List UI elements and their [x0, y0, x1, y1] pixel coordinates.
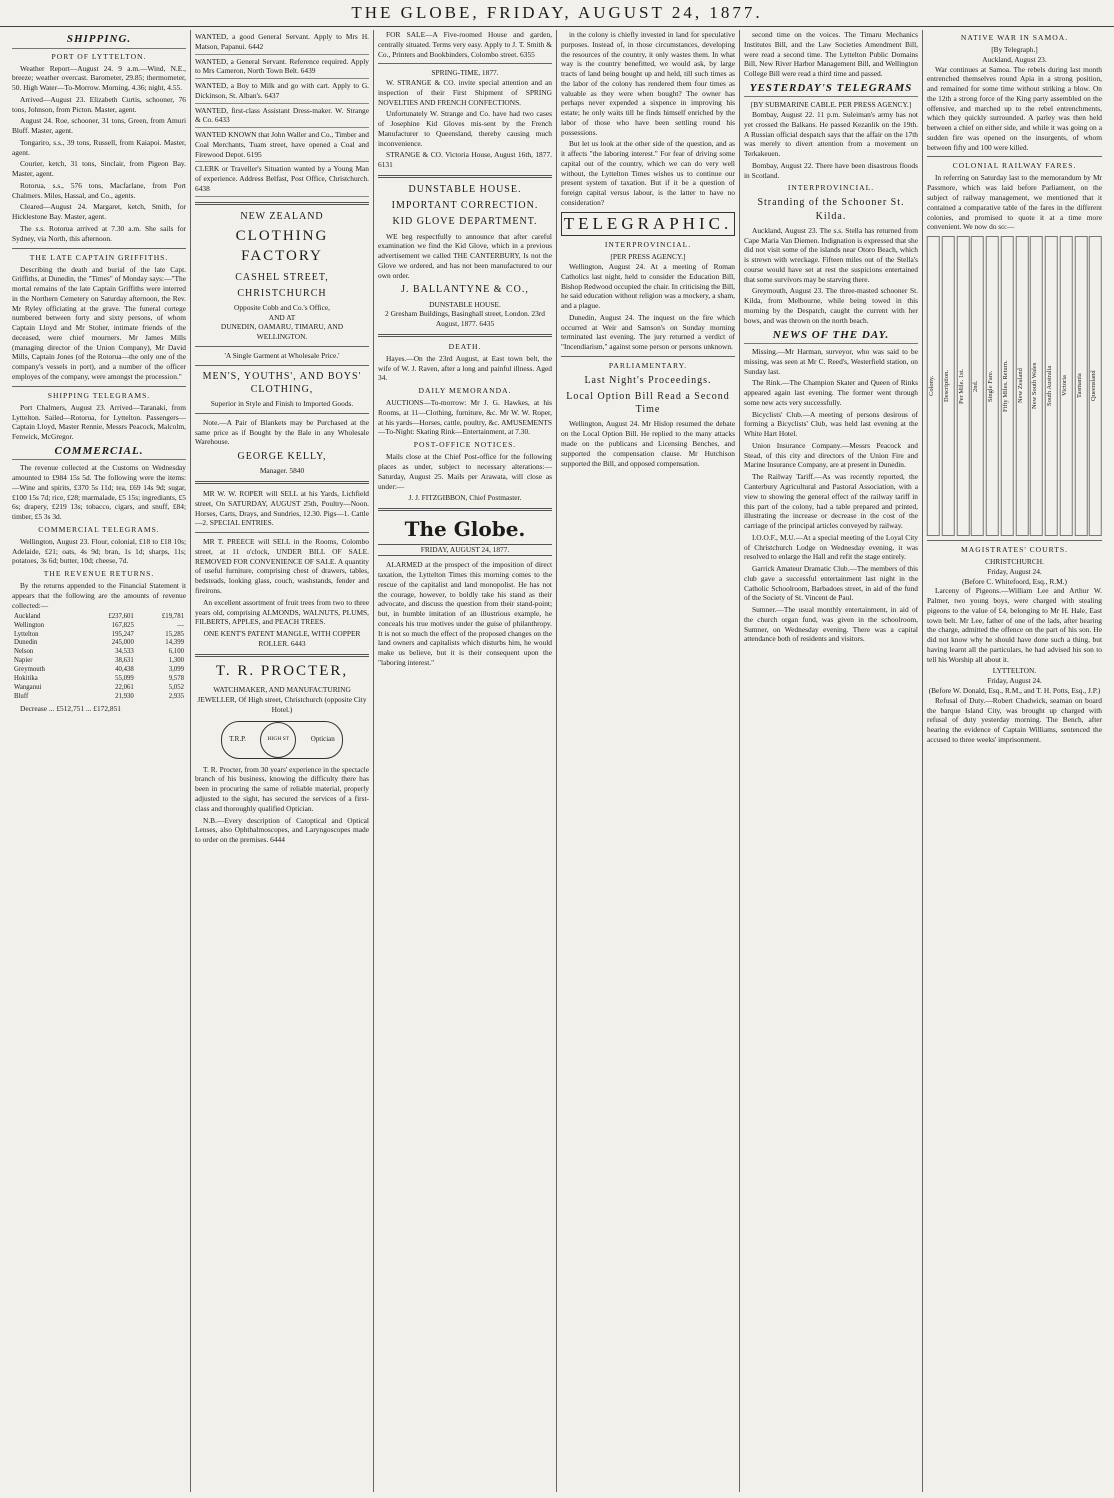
revenue-cell: —	[177, 621, 184, 629]
shipping-telegrams-heading: SHIPPING TELEGRAMS.	[47, 390, 151, 400]
globe-date: FRIDAY, AUGUST 24, 1877.	[378, 544, 552, 556]
revenue-row	[12, 675, 186, 684]
editorial: ALARMED at the prospect of the imposition of direct taxation, the Lyttelton Times this morning comes to the rescue of the capitalist and land monopolist. He has not the courage, however, to boldly take his stand as their advocate, and discuss the question from their stand-point; but, in humble imitation of an illustrious example, he conceals his true motives under the guise of philanthropy. It is not so much the effect of the proposed changes on the land owners and capitalists which disturbs him, he would make us believe, but it is their consequent upon the "laboring interest."	[378, 560, 552, 667]
revenue-row	[12, 666, 186, 675]
rates-row-label: Queensland	[1089, 236, 1102, 536]
revenue-cell: 167,825	[111, 621, 134, 629]
revenue-cell: 9,578	[168, 675, 184, 683]
revenue-row	[12, 639, 186, 648]
commercial-article: The revenue collected at the Customs on Wednesday amounted to £984 15s 5d. The following were the items:—Wine and spirits, £370 5s 11d; tea, £69 14s 9d; sugar, £100 15s 7d; rice, £28; marmalade, £5 15s; ingrediants, £5 6s; drapery, £219 13s; tobacco, cigars, and snuff, £84; timber, £5 3s 3d.	[12, 463, 186, 522]
revenue-cell: 245,000	[111, 639, 134, 647]
postmaster: J. J. FITZGIBBON, Chief Postmaster.	[408, 493, 522, 503]
christchurch-court: CHRISTCHURCH.	[985, 557, 1044, 567]
george-kelly: GEORGE KELLY,	[237, 451, 327, 463]
revenue-row	[12, 613, 186, 622]
important-correction: IMPORTANT CORRECTION.	[391, 200, 539, 212]
revenue-cell: Napier	[14, 657, 33, 665]
post-office: Mails close at the Chief Post-office for the following places as under, subject to necessary alterations:— Saturday, August 25. Mails per Arawata, will close as under:—	[378, 452, 552, 491]
towns: DUNEDIN, OAMARU, TIMARU, AND WELLINGTON.	[220, 322, 344, 342]
strange-signature: STRANGE & CO. Victoria House, August 16th, 1877. 6131	[378, 150, 552, 170]
optician-seal	[221, 721, 343, 759]
rates-row-label: Victoria	[1060, 236, 1073, 536]
watchmaker: WATCHMAKER, AND MANUFACTURING JEWELLER, Of High street, Christchurch (opposite City Hotel.)	[197, 685, 367, 714]
classified-ad: WANTED, a Boy to Milk and go with cart. Apply to G. Dickinson, St. Alban's. 6437	[195, 81, 369, 104]
revenue-row	[12, 657, 186, 666]
rates-column: Single Fare.	[986, 236, 999, 536]
greymouth-text: Greymouth, August 23. The three-masted schooner St. Kilda, from Melbourne, while being towed in this morning by the Despatch, caught the current with her bows, and was thrown on the north beach.	[744, 286, 918, 325]
manager: Manager. 5840	[259, 466, 305, 476]
lyttelton-bench: (Before W. Donald, Esq., R.M., and T. H. Potts, Esq., J.P.)	[928, 686, 1101, 696]
revenue-intro: By the returns appended to the Financial Statement it appears that the following are the amounts of revenue collected:—	[12, 581, 186, 610]
blankets-note: Note.—A Pair of Blankets may be Purchased at the same price as if Bought by the Bale in any Wholesale Warehouse.	[195, 417, 369, 447]
news-sumner: Sumner.—The usual monthly entertainment, in aid of the church organ fund, was given in the schoolroom, Sumner, on Wednesday evening. There was a capital attendance both of residents and visitors.	[744, 605, 918, 644]
news-missing: Missing.—Mr Harman, surveyor, who was said to be missing, was seen at Mr C. Reed's, Westerfield station, on Sunday last.	[744, 347, 918, 376]
parliament-continued: second time on the voices. The Timaru Mechanics Institutes Bill, and the Law Societies Amendment Bill, were read a second time. The Lyttelton Public Domains Bill, New River Harbor Management Bill, and Wellington College Bill were read a third time and passed.	[744, 30, 918, 79]
revenue-cell: 6,100	[168, 648, 184, 656]
column-2	[191, 30, 374, 1492]
revenue-row	[12, 684, 186, 693]
griffiths-heading: THE LATE CAPTAIN GRIFFITHS.	[29, 252, 169, 262]
regret-text: WE beg respectfully to announce that after careful examination we find the Kid Glove, which in a previous advertisement we called THE CANTERBURY, Is not the Glove we ordered, and has not been manufactured to our own order.	[378, 231, 552, 280]
spring-time: SPRING-TIME, 1877.	[431, 68, 499, 78]
bombay-telegram: Bombay, August 22. 11 p.m. Suleiman's army has not yet crossed the Balkans. He passed Kezanlik on the 19th. A Russian official despatch says that the affair on the 17th was merely to divert attention from a movement on Terkakeuen.	[744, 110, 918, 159]
revenue-heading: THE REVENUE RETURNS.	[43, 569, 155, 579]
revenue-cell: Nelson	[14, 648, 34, 656]
cashel-street: CASHEL STREET,	[235, 271, 329, 283]
christchurch: CHRISTCHURCH	[237, 287, 327, 299]
railway-heading: COLONIAL RAILWAY FARES.	[952, 161, 1077, 171]
arrived-2: August 24. Roe, schooner, 31 tons, Green, from Amuri Bluff. Master, agent.	[12, 116, 186, 136]
shipping-heading: SHIPPING.	[12, 32, 186, 49]
column-6	[923, 30, 1106, 1492]
revenue-cell: Hokitika	[14, 675, 38, 683]
revenue-cell: Greymouth	[14, 666, 45, 674]
editorial-continued: in the colony is chiefly invested in land for speculative purposes. Instead of, in those circumstances, developing the resources of the country, it only wastes them. In what way is the country benefitted, we would ask, by large tracts of land being bought up and held, till such times as the labor of the colony has rendered them four times as valuable as they were when bought? The owner has perhaps never expended a sixpence in improving his estate; he only waits till he finds himself enriched by the labor of those who have been settling round his possessions.	[561, 30, 735, 137]
revenue-cell: 1,300	[168, 657, 184, 665]
rates-column: Fifty Miles. Return.	[1001, 236, 1014, 536]
memoranda: AUCTIONS—To-morrow: Mr J. G. Hawkes, at his Rooms, at 11—Clothing, furniture, &c. Mr W. W. Roper, at his yards—Horses, cattle, poultry, &c. AMUSEMENTS—To-Night: Skating Rink—Entertainment, at 7.30.	[378, 398, 552, 437]
revenue-decrease: Decrease ... £512,751 ... £172,851	[20, 704, 121, 714]
lyttelton-date: Friday, August 24.	[987, 676, 1042, 686]
commercial-telegrams: Wellington, August 23. Flour, colonial, £18 to £18 10s; Adelaide, £21; oats, 4s 9d; bran, 1s 1d; sharps, 11s; potatoes, 3s 6d; butter, 10d; cheese, 7d.	[12, 536, 186, 566]
news-of-the-day-heading: NEWS OF THE DAY.	[744, 328, 918, 345]
arrived-5: Rotorua, s.s., 576 tons, Macfarlane, from Port Chalmers. Miles, Hassal, and Co., agents.	[12, 180, 186, 200]
news-union: Union Insurance Company.—Messrs Peacock and Stead, of this city and directors of the Union Fire and Marine Insurance Company, are at present in Dunedin.	[744, 440, 918, 470]
rates-row-label: South Australia	[1045, 236, 1058, 536]
telegraphic-heading: TELEGRAPHIC.	[561, 212, 735, 236]
revenue-cell: £237,601	[108, 612, 134, 620]
death-heading: DEATH.	[448, 341, 482, 351]
rates-column: Colony.	[927, 236, 940, 536]
strange-ad: W. STRANGE & CO. invite special attention and an inspection of their First Shipment of SPRING NOVELTIES AND FRENCH CONFECTIONS.	[378, 78, 552, 107]
shipping-telegrams: Port Chalmers, August 23. Arrived—Taranaki, from Lyttelton. Sailed—Rotorua, for Lyttelton. Passengers—Captain Lloyd, Master Rennie, Messrs Peacock, Malcolm, Fenwick, McGregor.	[12, 402, 186, 442]
news-rink: The Rink.—The Champion Skater and Queen of Rinks appeared again last evening. The former went through some new acts very successfully.	[744, 378, 918, 407]
samoa-by: [By Telegraph.]	[991, 45, 1038, 55]
revenue-cell: Auckland	[14, 612, 41, 620]
memoranda-heading: DAILY MEMORANDA.	[418, 386, 512, 396]
seal-right: Optician	[310, 735, 335, 744]
classified-ad: WANTED, first-class Assistant Dress-maker. W. Strange & Co. 6433	[195, 106, 369, 129]
classified-ad: WANTED KNOWN that John Waller and Co., Timber and Coal Merchants, Tuam street, have opened a Coal and Firewood Depot. 6195	[195, 130, 369, 162]
dunstable-house: DUNSTABLE HOUSE.	[408, 183, 522, 195]
seal-ring-icon: HIGH ST	[260, 722, 296, 758]
dunedin-telegram: Dunedin, August 24. The inquest on the fire which occurred at Weir and Samson's on Sunday morning terminated last evening. The jury returned a verdict of "Incendiarism," against some person or persons unknown.	[561, 312, 735, 352]
yesterdays-telegrams-heading: YESTERDAY'S TELEGRAMS	[744, 81, 918, 98]
railway-text: In referring on Saturday last to the memorandum by Mr Passmore, which was laid before Parliament, on the subject of railway management, we mentioned that it contained a comparative table of the fares in the different colonies, and promised to quote it at a time more convenient. We now do so:—	[927, 173, 1102, 232]
nz-heading: NEW ZEALAND	[240, 210, 324, 222]
parliamentary-heading: PARLIAMENTARY.	[608, 360, 688, 370]
revenue-cell: Lyttelton	[14, 630, 39, 638]
globe-title: The Globe.	[404, 517, 526, 542]
submarine-cable: [BY SUBMARINE CABLE. PER PRESS AGENCY.]	[750, 100, 912, 110]
stranding-text: Auckland, August 23. The s.s. Stella has returned from Cape Maria Van Diemen. Indignation is expressed that she did not visit some of the islands near Otoro Beach, which is strewn with wreckage. Fifteen miles out of the Stella's course would have set at rest the suspicions entertained that some survivors may be starving there.	[744, 225, 918, 284]
rates-column: Description.	[942, 236, 955, 536]
kid-glove: KID GLOVE DEPARTMENT.	[392, 216, 538, 228]
rates-column: Per Mile. 1st.	[957, 236, 970, 536]
local-option-text: Wellington, August 24. Mr Hislop resumed the debate on the Local Option Bill. He replied to the many attacks made on the publicans and Licensing Benches, and supported the compensation clause. Mr Hutchison supported the Bill, and opposed compensation.	[561, 419, 735, 468]
rates-row-label: Tasmania	[1075, 236, 1088, 536]
commercial-heading: COMMERCIAL.	[12, 444, 186, 461]
weather-report: Weather Report—August 24. 9 a.m.—Wind, N.E., breeze; weather overcast. Barometer, 29.85; thermometer, 50. High Water—To-Morrow. Morning, 4.36; night, 4.55.	[12, 63, 186, 93]
stranding-heading: Stranding of the Schooner St. Kilda.	[757, 197, 905, 222]
mens-clothing: MEN'S, YOUTHS', AND BOYS' CLOTHING,	[202, 370, 362, 395]
procter-nb: N.B.—Every description of Catoptical and Optical Lenses, also Ophthalmoscopes, and Laryngoscopes made to order on the premises. 6444	[195, 815, 369, 845]
revenue-cell: 22,061	[115, 684, 134, 692]
christchurch-bench: (Before C. Whitefoord, Esq., R.M.)	[962, 576, 1067, 586]
revenue-cell: Bluff	[14, 693, 29, 701]
classified-ad: WANTED, a General Servant. Reference required. Apply to Mrs Cameron, North Town Belt. 6439	[195, 57, 369, 80]
procter-text: T. R. Procter, from 30 years' experience in the spectacle branch of his business, knowing the difficulty there has been in procuring the same of reliable material, properly adjusted to the sight, has secured the services of a first-class and thoroughly qualified Optician.	[195, 764, 369, 813]
wellington-telegram: Wellington, August 24. At a meeting of Roman Catholics last night, held to consider the Education Bill, Bishop Redwood occupied the chair. In criticising the Bill, he said education without religion was a mockery, a sham, and a plague.	[561, 262, 735, 311]
revenue-cell: 34,533	[115, 648, 134, 656]
larceny-case: Larceny of Pigeons.—William Lee and Arthur W. Palmer, two young boys, were charged with stealing pigeons to the value of £4, belonging to Mr H. Hale, East town belt. Mr Lee, father of one of the lads, after hearing the charge, admitted the offence on the part of his son. He did not know why he should have done such a thing, but having learnt all the particulars, he had advised his son to tell his Worship all about it.	[927, 586, 1102, 664]
seal-left: T.R.P.	[229, 735, 246, 744]
rates-row-label: New South Wales	[1030, 236, 1043, 536]
lyttelton-court: LYTTELTON.	[992, 666, 1037, 676]
christchurch-date: Friday, August 24.	[987, 566, 1042, 576]
column-4	[557, 30, 740, 1492]
classified-ad: CLERK or Traveller's Situation wanted by a Young Man of experience. Address Belfast, Post Office, Christchurch. 6438	[195, 164, 369, 196]
news-ioof: I.O.O.F., M.U.—At a special meeting of the Loyal City of Christchurch Lodge on Wednesday evening, it was resolved to enlarge the Hall and refit the stage entirely.	[744, 532, 918, 562]
arrived-1: Arrived—August 23. Elizabeth Curtis, schooner, 76 tons, Johnson, from Picton. Master, agent.	[12, 94, 186, 114]
procter-name: T. R. PROCTER,	[215, 662, 349, 679]
wanted-ads	[195, 32, 369, 197]
revenue-cell: 3,099	[168, 666, 184, 674]
news-garrick: Garrick Amateur Dramatic Club.—The members of this club gave a successful entertainment last night in the Catholic Schoolroom, Barbadoes street, in aid of the fund of the Society of St. Vincent de Paul.	[744, 564, 918, 603]
preece-trees: An excellent assortment of fruit trees from two to three years old, comprising ALMONDS, WALNUTS, PLUMS, FILBERTS, APPLES, and PEACH TREES.	[195, 597, 369, 627]
rates-row-label: New Zealand	[1016, 236, 1029, 536]
opposite-cobb: Opposite Cobb and Co.'s Office,	[233, 302, 331, 312]
revenue-cell: 21,930	[115, 693, 134, 701]
masthead: THE GLOBE, FRIDAY, AUGUST 24, 1877.	[0, 0, 1114, 27]
revenue-cell: 14,399	[165, 639, 184, 647]
rates-table	[927, 236, 1102, 536]
classified-ad: WANTED, a good General Servant. Apply to Mrs H. Matson, Papanui. 6442	[195, 32, 369, 55]
strange-ad-2: Unfortunately W. Strange and Co. have had two cases of Josephine Kid Gloves mis-sent by the French Manufacturer to Queensland, thereby causing much inconvenience.	[378, 109, 552, 148]
revenue-row	[12, 693, 186, 702]
newspaper-columns	[8, 30, 1106, 1492]
gresham: 2 Gresham Buildings, Basinghall street, London. 23rd August, 1877. 6435	[385, 309, 545, 329]
samoa-date: Auckland, August 23.	[982, 54, 1047, 64]
and-at: AND AT	[268, 312, 296, 322]
wholesale-slogan: 'A Single Garment at Wholesale Price.'	[224, 350, 340, 360]
revenue-cell: 55,099	[115, 675, 134, 683]
mangle: ONE KENT'S PATENT MANGLE, WITH COPPER ROLLER. 6443	[203, 629, 361, 648]
revenue-cell: 40,438	[115, 666, 134, 674]
magistrates-heading: MAGISTRATES' COURTS.	[961, 545, 1068, 555]
revenue-cell: Wellington	[14, 621, 45, 629]
column-3	[374, 30, 557, 1492]
revenue-cell: 195,247	[111, 630, 134, 638]
post-office-heading: POST-OFFICE NOTICES.	[413, 440, 517, 450]
revenue-table	[12, 613, 186, 703]
revenue-cell: 2,935	[168, 693, 184, 701]
revenue-row	[12, 648, 186, 657]
column-5	[740, 30, 923, 1492]
bombay-telegram-2: Bombay, August 22. There have been disastrous floods in Scotland.	[744, 160, 918, 180]
preece-auction: MR T. PREECE will SELL in the Rooms, Colombo street, at 11 o'clock, UNDER BILL OF SALE. REMOVED FOR CONVENIENCE OF SALE. A quantity of useful furniture, comprising chest of drawers, tables, bedsteads, looking glass, couch, washstands, fender and fireirons.	[195, 537, 369, 595]
roper-auction: MR W. W. ROPER will SELL at his Yards, Lichfield street, On SATURDAY, AUGUST 25th, Poultry—Noon. Horses, Carts, Drays, and Sundries, 12.30. Pigs—1. Cattle—2. SPECIAL ENTRIES.	[195, 489, 369, 528]
last-night: Last Night's Proceedings.	[584, 374, 712, 386]
cleared: Cleared—August 24. Margaret, ketch, Smith, for Hicklestone Bay. Master, agent.	[12, 202, 186, 222]
rotorua-note: The s.s. Rotorua arrived at 7.30 a.m. She sails for Sydney, via North, this afternoon.	[12, 224, 186, 243]
arrived-3: Tongariro, s.s., 39 tons, Russell, from Kaiapoi. Master, agent.	[12, 137, 186, 157]
rates-column: 2nd.	[971, 236, 984, 536]
dunstable-house-2: DUNSTABLE HOUSE.	[429, 299, 501, 309]
revenue-cell: 5,052	[168, 684, 184, 692]
samoa-heading: NATIVE WAR IN SAMOA.	[960, 33, 1069, 42]
death-notice: Hayes.—On the 23rd August, at East town belt, the wife of W. J. Raven, after a long and painful illness. Aged 34.	[378, 353, 552, 383]
clothing-factory-title: CLOTHING FACTORY	[235, 227, 329, 264]
revenue-cell: 15,285	[165, 630, 184, 638]
refusal-case: Refusal of Duty.—Robert Chadwick, seaman on board the barque Island City, was brought up charged with refusal of duty yesterday morning. The Bench, after hearing the evidence of Captain Williams, sentenced the accused to three weeks' imprisonment.	[927, 695, 1102, 744]
press-agency: [PER PRESS AGENCY.]	[610, 252, 686, 262]
revenue-cell: £19,781	[161, 612, 184, 620]
interprovincial-heading: INTERPROVINCIAL.	[604, 240, 692, 250]
revenue-row	[12, 622, 186, 631]
samoa-text: War continues at Samoa. The rebels during last month entrenched themselves round Apia in a strong position, and remained for some time without striking a blow. On the 12th a strong force of the King party assembled on the offensive, and marched up to the rebel entrenchments, which they quickly surrounded. A parley was then held between a chief on either side, and while it was going on a sudden fire was opened on the insurgents, of whom between fifty and 100 were killed.	[927, 64, 1102, 152]
revenue-row	[12, 631, 186, 640]
port-subheading: PORT OF LYTTELTON.	[51, 51, 147, 61]
local-option: Local Option Bill Read a Second Time	[566, 391, 730, 416]
arrived-4: Courier, ketch, 31 tons, Sinclair, from Pigeon Bay. Master, agent.	[12, 159, 186, 179]
commercial-telegrams-heading: COMMERCIAL TELEGRAMS.	[38, 524, 160, 534]
news-tariff: The Railway Tariff.—As was recently reported, the Canterbury Agricultural and Pastoral Association, with a view to showing the general effect of the railway tariff in this part of the colony, had a table prepared and printed, illustrating the increase or decrease in the cost of the carriage of the principal articles conveyed by railway.	[744, 472, 918, 531]
for-sale: FOR SALE—A Five-roomed House and garden, centrally situated. Terms very easy. Apply to J. T. Smith & Co., Printers and Bookbinders, Colombo street. 6355	[378, 30, 552, 59]
revenue-cell: Dunedin	[14, 639, 38, 647]
superior-style: Superior in Style and Finish to Imported Goods.	[210, 399, 354, 409]
ballantyne: J. BALLANTYNE & CO.,	[401, 284, 529, 296]
griffiths-article: Describing the death and burial of the late Capt. Griffiths, at Dunedin, the "Times" of Monday says:—"The mortal remains of the late Captain Griffiths were interred in the Northern Cemetery on Saturday afternoon, the Rev. Mr Ryley officiating at the grave. The funeral cortege numbered between forty and sixty persons, of whom Captain Lloyd and Mr Stoher, intimate friends of the deceased, were chief mourners. Mr James Mills (managing director of the Union Company), Mr David Mills, Captain Jones (of the Rotorua—the only one of the company's vessels in port), and a number of the officer employes of the company, were amongst the procession."	[12, 264, 186, 381]
column-1	[8, 30, 191, 1492]
interprovincial-heading-2: INTERPROVINCIAL.	[787, 183, 875, 193]
editorial-continued-2: But let us look at the other side of the question, and as it affects "the laboring interest." For fear of driving some capital out of the country, which we can do very well without, the Lyttelton Times wishes us to continue our present system of taxation. But if it be a question of foreign capital versus labour, is the latter to have no consideration?	[561, 139, 735, 208]
revenue-cell: 38,631	[115, 657, 134, 665]
revenue-cell: Wanganui	[14, 684, 42, 692]
news-bicyclists: Bicyclists' Club.—A meeting of persons desirous of forming a Bicyclists' Club, was held last evening at the White Hart Hotel.	[744, 409, 918, 439]
